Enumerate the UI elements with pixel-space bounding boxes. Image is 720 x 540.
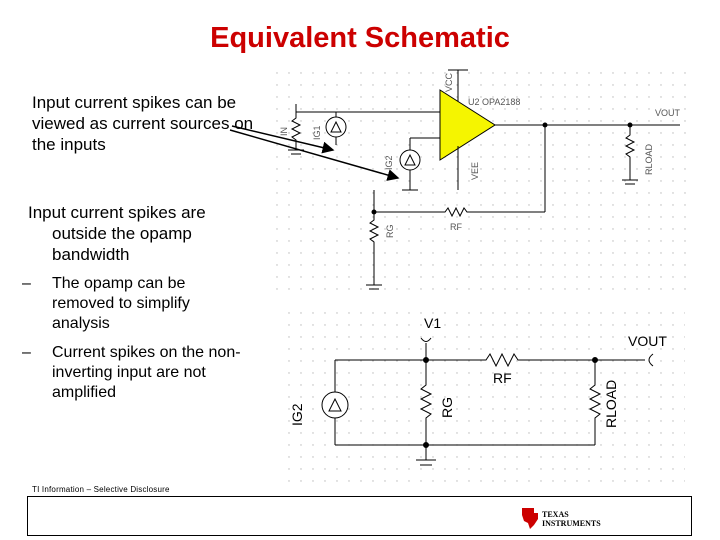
label-u2: U2 OPA2188: [468, 97, 521, 107]
label-ig2-top: IG2: [384, 155, 394, 170]
bullet-current-sources: Input current spikes can be viewed as current sources on the inputs: [32, 93, 254, 154]
label-v1: V1: [424, 315, 442, 331]
sub-bullet-dash: –: [22, 344, 31, 361]
sub-bullet-text: The opamp can be removed to simplify analysis: [52, 275, 190, 332]
label-rload-top: RLOAD: [644, 143, 654, 175]
label-vee: VEE: [470, 161, 480, 180]
sub-bullet-text: Current spikes on the non-inverting input are not amplified: [52, 344, 241, 401]
label-ig2-bottom: IG2: [289, 403, 305, 426]
label-rg-top: RG: [385, 224, 395, 238]
footer-disclosure: TI Information – Selective Disclosure: [32, 485, 170, 494]
bullet-line-rest: outside the opamp bandwidth: [52, 224, 192, 264]
label-vcc: VCC: [444, 72, 454, 92]
ti-logo: [520, 505, 620, 531]
bottom-grid: [285, 305, 685, 485]
ti-logo-line1: TEXAS: [542, 510, 569, 519]
label-rf-bottom: RF: [493, 370, 512, 386]
ti-logo-mark-icon: [522, 508, 538, 529]
slide-title: Equivalent Schematic: [210, 22, 510, 54]
ti-logo-line2: INSTRUMENTS: [542, 519, 601, 528]
label-in: IN: [279, 127, 289, 136]
label-rf-top: RF: [450, 222, 462, 232]
label-rload-bottom: RLOAD: [603, 379, 619, 428]
bullet-line-1: Input current spikes are: [28, 203, 206, 222]
label-ig1: IG1: [312, 125, 322, 140]
label-vout-bottom: VOUT: [628, 333, 667, 349]
sub-bullet-dash: –: [22, 275, 31, 292]
label-rg-bottom: RG: [439, 397, 455, 418]
label-vout-top: VOUT: [655, 108, 681, 118]
